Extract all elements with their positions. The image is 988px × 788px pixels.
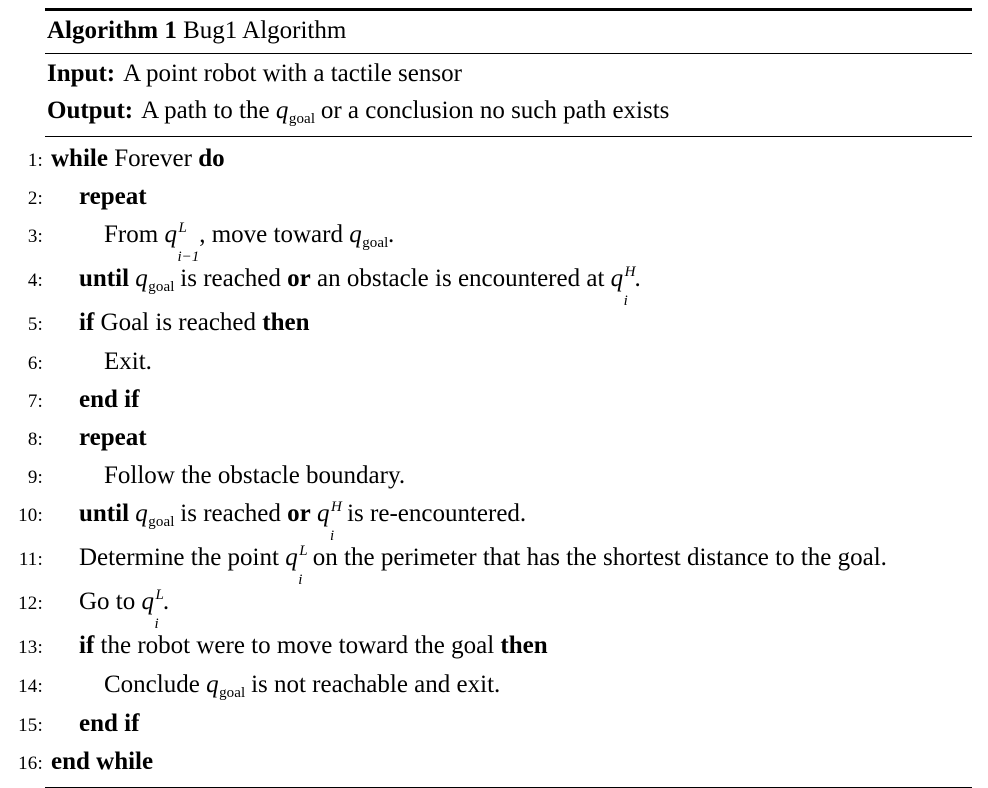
math-subscript: goal bbox=[148, 514, 175, 531]
io-label: Output: bbox=[47, 97, 134, 124]
line-number: 4: bbox=[27, 270, 43, 292]
algorithm-line bbox=[18, 584, 972, 633]
math-subscript: i bbox=[154, 616, 159, 633]
math-variable bbox=[317, 499, 342, 545]
algorithm-name: Bug1 Algorithm bbox=[183, 17, 347, 44]
keyword: repeat bbox=[79, 183, 147, 211]
math-superscript: L bbox=[178, 220, 187, 237]
algorithm-line bbox=[18, 628, 972, 666]
keyword: until bbox=[79, 500, 130, 528]
line-content bbox=[43, 141, 972, 177]
math-variable bbox=[135, 265, 175, 296]
keyword: end while bbox=[51, 748, 154, 776]
line-number: 12: bbox=[18, 593, 43, 615]
algorithm-title bbox=[45, 11, 972, 51]
line-number: 9: bbox=[27, 467, 43, 489]
line-number: 8: bbox=[27, 429, 43, 451]
line-content bbox=[43, 744, 972, 780]
algorithm-header bbox=[45, 11, 972, 53]
algorithm-line bbox=[27, 344, 972, 382]
line-number: 13: bbox=[18, 637, 43, 659]
keyword: end if bbox=[79, 709, 140, 737]
algorithm-body bbox=[18, 137, 972, 787]
math-variable bbox=[164, 220, 200, 266]
line-content bbox=[43, 179, 972, 215]
algorithm-line bbox=[18, 667, 972, 706]
line-content bbox=[43, 305, 972, 341]
line-content bbox=[43, 344, 972, 380]
line-number: 1: bbox=[27, 150, 43, 171]
line-content bbox=[43, 706, 972, 742]
algorithm-line bbox=[18, 706, 972, 744]
algorithm-line bbox=[27, 382, 972, 420]
math-base: q bbox=[206, 670, 219, 698]
text-run: From bbox=[104, 221, 165, 249]
math-variable bbox=[135, 500, 175, 531]
algorithm-line bbox=[27, 179, 972, 217]
line-content bbox=[43, 217, 972, 266]
math-subscript: i bbox=[298, 572, 303, 589]
math-base: q bbox=[135, 500, 148, 528]
text-run: the robot were to move toward the goal bbox=[94, 632, 501, 660]
algorithm-io-row bbox=[45, 55, 972, 92]
text-run: Follow the obstacle boundary. bbox=[104, 462, 406, 490]
text-run: an obstacle is encountered at bbox=[310, 265, 611, 293]
math-scripts bbox=[154, 587, 164, 633]
keyword: repeat bbox=[79, 424, 147, 452]
io-label: Input: bbox=[47, 60, 116, 87]
text-run: is re-encountered. bbox=[340, 500, 527, 528]
line-number: 11: bbox=[18, 549, 43, 571]
algorithm-io-block bbox=[45, 54, 972, 136]
algorithm-label: Algorithm 1 bbox=[47, 17, 177, 44]
math-scripts bbox=[298, 543, 308, 589]
math-variable bbox=[275, 97, 316, 127]
math-superscript: L bbox=[155, 587, 164, 604]
math-base: q bbox=[317, 500, 330, 528]
math-scripts bbox=[623, 264, 636, 310]
io-text: or a conclusion no such path exists bbox=[314, 97, 670, 124]
line-number: 2: bbox=[27, 188, 43, 210]
line-number: 6: bbox=[27, 352, 43, 374]
math-subscript: i−1 bbox=[177, 249, 200, 266]
keyword: if bbox=[79, 309, 95, 337]
math-subscript: i bbox=[623, 293, 628, 310]
text-run: Go to bbox=[79, 588, 142, 616]
math-scripts bbox=[330, 499, 342, 545]
text-run: Forever bbox=[107, 145, 199, 172]
text-run: Goal is reached bbox=[94, 309, 263, 337]
math-scripts bbox=[177, 220, 200, 266]
line-content bbox=[43, 458, 972, 494]
keyword: or bbox=[287, 265, 311, 293]
text-run: Conclude bbox=[104, 670, 207, 698]
line-number: 15: bbox=[18, 714, 43, 736]
keyword: or bbox=[287, 500, 311, 528]
keyword: end if bbox=[79, 385, 140, 413]
math-base: q bbox=[135, 265, 148, 293]
text-run: Determine the point bbox=[79, 544, 286, 572]
line-content bbox=[43, 667, 972, 706]
math-base: q bbox=[285, 544, 298, 572]
math-subscript: goal bbox=[288, 110, 316, 127]
line-content bbox=[43, 496, 972, 545]
algorithm-line bbox=[27, 261, 972, 310]
keyword: until bbox=[79, 265, 130, 293]
math-variable bbox=[141, 587, 164, 633]
line-number: 10: bbox=[18, 505, 43, 527]
line-number: 14: bbox=[18, 675, 43, 697]
math-base: q bbox=[349, 221, 362, 249]
math-superscript: H bbox=[331, 499, 342, 516]
line-content bbox=[43, 420, 972, 456]
math-superscript: H bbox=[624, 264, 636, 281]
keyword: then bbox=[262, 309, 310, 337]
math-subscript: i bbox=[330, 528, 335, 545]
math-variable bbox=[206, 670, 246, 701]
line-number: 5: bbox=[27, 314, 43, 336]
line-content bbox=[43, 584, 972, 633]
algorithm-line bbox=[18, 540, 972, 589]
math-superscript: L bbox=[299, 543, 308, 560]
line-number: 3: bbox=[27, 226, 43, 248]
algorithm-block bbox=[18, 8, 972, 788]
math-variable bbox=[285, 543, 308, 589]
math-subscript: goal bbox=[148, 279, 175, 296]
math-base: q bbox=[164, 221, 177, 249]
line-content bbox=[43, 261, 972, 310]
algorithm-line bbox=[27, 217, 972, 266]
text-run: . bbox=[387, 221, 395, 249]
line-content bbox=[43, 628, 972, 664]
algorithm-line bbox=[27, 458, 972, 496]
keyword: then bbox=[500, 632, 548, 660]
math-subscript: goal bbox=[219, 684, 246, 701]
text-run: , move toward bbox=[199, 221, 350, 249]
io-text: A path to the bbox=[141, 97, 276, 124]
math-base: q bbox=[141, 588, 154, 616]
line-number: 16: bbox=[18, 753, 43, 775]
algorithm-line bbox=[18, 744, 972, 782]
algorithm-line bbox=[27, 141, 972, 179]
text-run: Exit. bbox=[104, 347, 152, 375]
text-run: . bbox=[162, 588, 170, 616]
algorithm-io-row bbox=[45, 92, 972, 133]
text-run: on the perimeter that has the shortest distance to the goal. bbox=[306, 544, 887, 572]
text-run: . bbox=[634, 265, 641, 293]
line-content bbox=[43, 540, 972, 589]
text-run: is reached bbox=[174, 500, 288, 528]
line-number: 7: bbox=[27, 390, 43, 412]
text-run: is reached bbox=[174, 265, 288, 293]
keyword: while bbox=[51, 145, 108, 172]
algorithm-line bbox=[18, 496, 972, 545]
math-variable bbox=[349, 221, 389, 252]
keyword: do bbox=[198, 145, 225, 172]
math-variable bbox=[610, 264, 636, 310]
math-base: q bbox=[275, 97, 289, 124]
io-text: A point robot with a tactile sensor bbox=[123, 60, 462, 87]
math-base: q bbox=[610, 265, 624, 293]
keyword: if bbox=[79, 632, 95, 660]
line-content bbox=[43, 382, 972, 418]
algorithm-line bbox=[27, 420, 972, 458]
math-subscript: goal bbox=[362, 235, 389, 252]
algorithm-line bbox=[27, 305, 972, 343]
text-run: is not reachable and exit. bbox=[244, 670, 501, 698]
